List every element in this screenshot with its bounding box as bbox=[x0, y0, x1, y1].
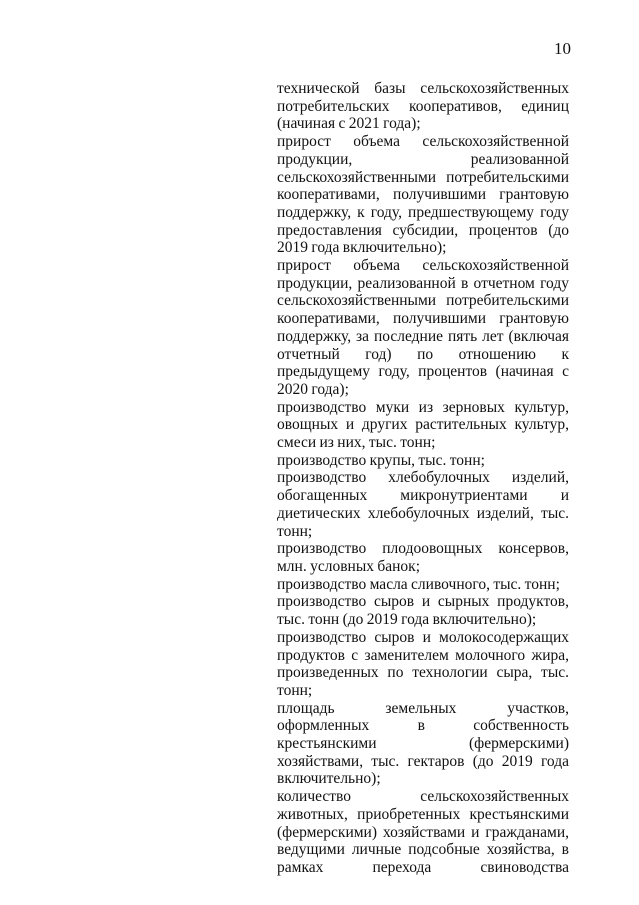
paragraph-livestock-count: количество сельскохозяйственных животных, приобретенных крестьянскими (фермерскими) хозяйствами и гражданами, ведущими личные подсобные хозяйства, в рамках перехода свиноводства bbox=[277, 788, 569, 876]
paragraph-cheese-until-2019: производство сыров и сырных продуктов, тыс. тонн (до 2019 года включительно); bbox=[277, 593, 569, 629]
paragraph-land-plots: площадь земельных участков, оформленных в собственность крестьянскими (фермерскими) хозяйствами, тыс. гектаров (до 2019 года включительно); bbox=[277, 699, 569, 788]
paragraph-bakery-production: производство хлебобулочных изделий, обогащенных микронутриентами и диетических хлебобулочных изделий, тыс. тонн; bbox=[277, 469, 569, 540]
document-body bbox=[277, 80, 569, 877]
paragraph-cooperatives-base: технической базы сельскохозяйственных потребительских кооперативов, единиц (начиная с 2021 года); bbox=[277, 80, 569, 133]
paragraph-groats-production: производство крупы, тыс. тонн; bbox=[277, 451, 485, 469]
paragraph-growth-from-2020: прирост объема сельскохозяйственной продукции, реализованной в отчетном году сельскохозяйственными потребительскими кооперативами, получившими грантовую поддержку, за последние пять лет (включая отчетный год) по отношению к предыдущему году, процентов (начиная с 2020 года); bbox=[277, 257, 569, 398]
paragraph-butter-production: производство масла сливочного, тыс. тонн; bbox=[277, 575, 560, 593]
paragraph-canned-production: производство плодоовощных консервов, млн. условных банок; bbox=[277, 540, 569, 575]
paragraph-cheese-milk-products: производство сыров и молокосодержащих продуктов с заменителем молочного жира, произведенных по технологии сыра, тыс. тонн; bbox=[277, 628, 569, 699]
paragraph-growth-until-2019: прирост объема сельскохозяйственной продукции, реализованной сельскохозяйственными потребительскими кооперативами, получившими грантовую поддержку, к году, предшествующему году предоставления субсидии, процентов (до 2019 года включительно); bbox=[277, 133, 569, 257]
paragraph-flour-production: производство муки из зерновых культур, овощных и других растительных культур, смеси из них, тыс. тонн; bbox=[277, 398, 569, 452]
page-number: 10 bbox=[554, 39, 571, 58]
